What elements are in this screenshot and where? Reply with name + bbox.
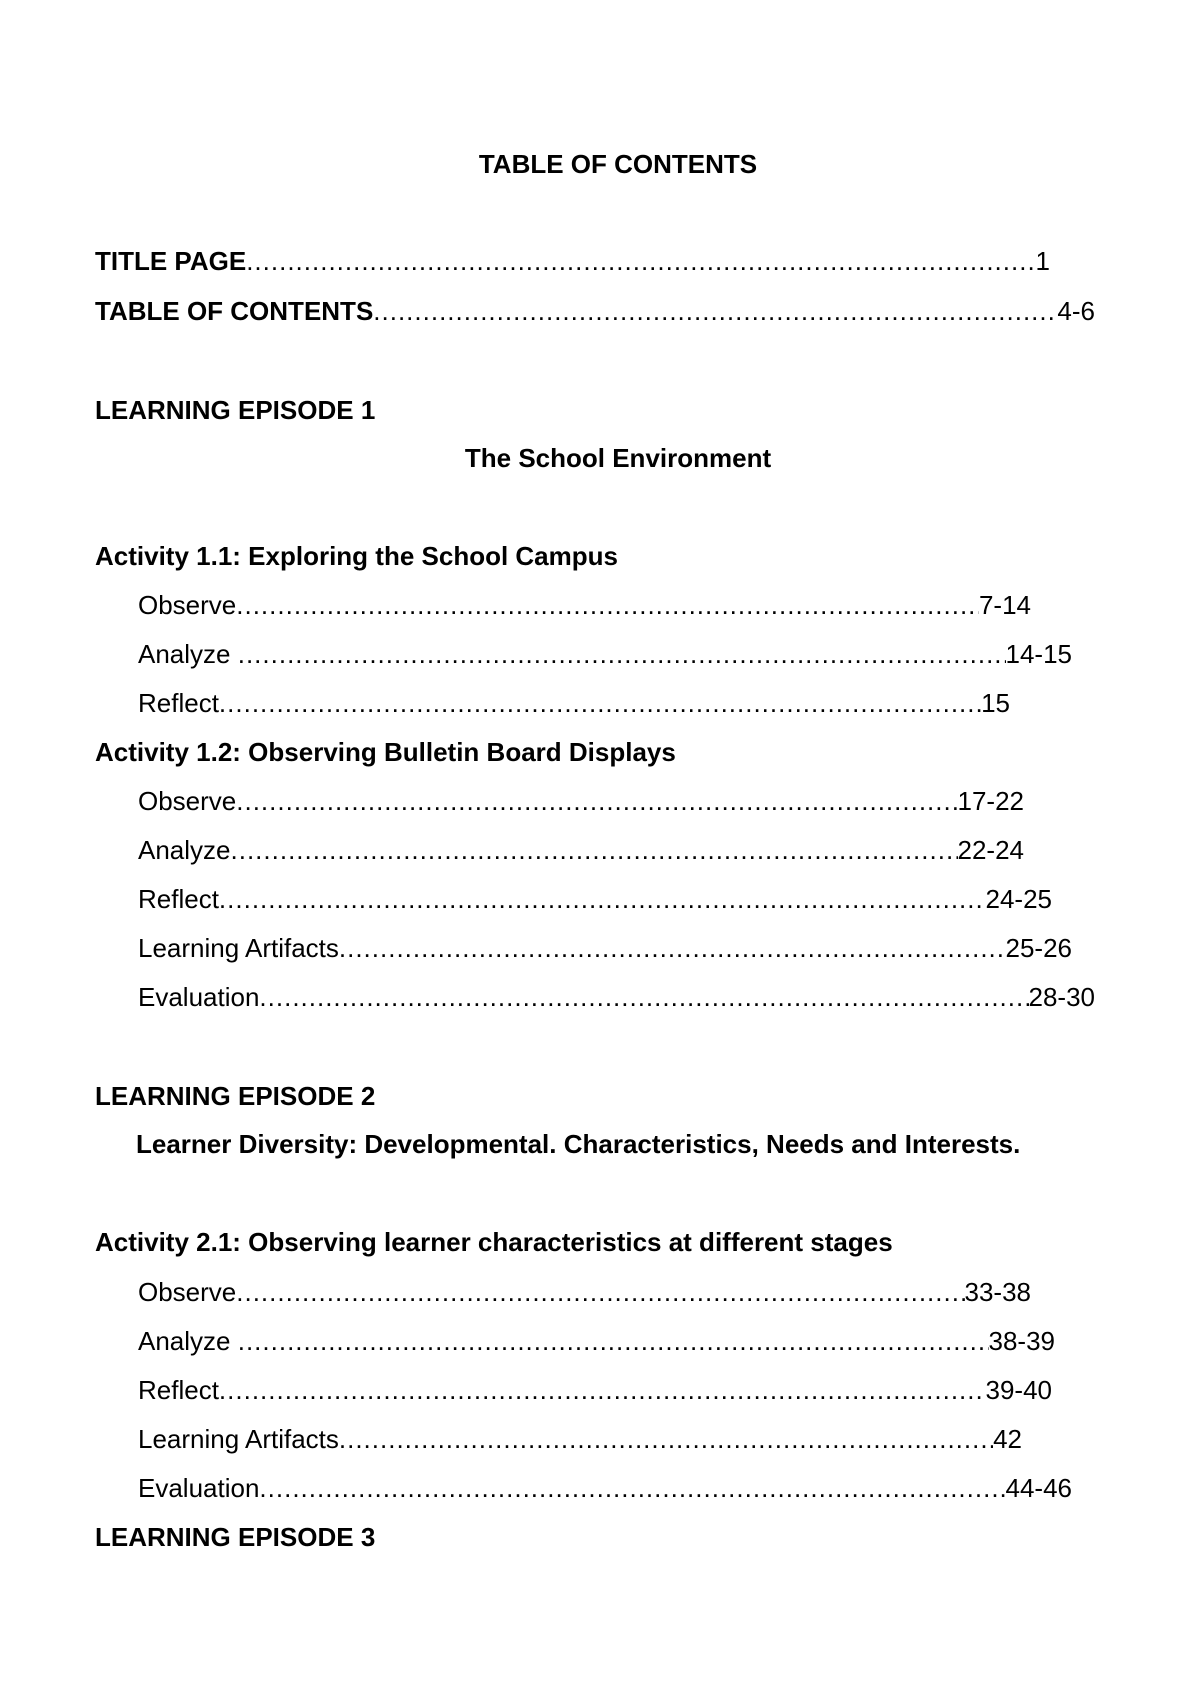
leader-dots — [238, 1326, 989, 1356]
toc-entry-label: Observe — [138, 786, 237, 816]
toc-entry-label: TITLE PAGE — [95, 246, 247, 276]
episode-heading: LEARNING EPISODE 2 — [95, 1081, 376, 1111]
episode-subtitle: The School Environment — [464, 443, 772, 473]
toc-entry-label: TABLE OF CONTENTS — [95, 296, 374, 326]
toc-entry-pages: 15 — [981, 688, 1010, 718]
toc-entry-label: Observe — [138, 590, 237, 620]
toc-entry-label: Analyze — [138, 1326, 238, 1356]
toc-entry-table-of-contents — [95, 296, 1095, 326]
episode-heading: LEARNING EPISODE 3 — [95, 1522, 376, 1552]
leader-dots — [236, 1277, 964, 1307]
toc-entry-pages: 14-15 — [1005, 639, 1072, 669]
episode-heading: LEARNING EPISODE 1 — [95, 395, 376, 425]
toc-entry-pages: 1 — [1035, 246, 1050, 276]
toc-heading: TABLE OF CONTENTS — [478, 149, 758, 179]
activity-title: Activity 2.1: Observing learner characteristics at different stages — [95, 1227, 893, 1257]
toc-entry — [138, 835, 1024, 865]
toc-entry — [138, 1424, 1022, 1454]
leader-dots — [219, 884, 986, 914]
activity-title: Activity 1.1: Exploring the School Campus — [95, 541, 618, 571]
episode-subtitle: Learner Diversity: Developmental. Characteristics, Needs and Interests. — [136, 1129, 1021, 1159]
toc-entry — [138, 786, 1024, 816]
toc-entry-title-page — [95, 246, 1050, 276]
toc-entry — [138, 688, 1010, 718]
toc-entry-pages: 33-38 — [964, 1277, 1031, 1307]
leader-dots — [236, 786, 957, 816]
leader-dots — [246, 246, 1035, 276]
toc-entry-label: Reflect — [138, 688, 219, 718]
toc-entry-label: Evaluation — [138, 1473, 260, 1503]
toc-entry — [138, 884, 1052, 914]
toc-entry — [138, 1473, 1072, 1503]
toc-entry — [138, 933, 1072, 963]
toc-entry — [138, 590, 1031, 620]
toc-entry-pages: 25-26 — [1005, 933, 1072, 963]
toc-entry-pages: 28-30 — [1028, 982, 1095, 1012]
leader-dots — [339, 1424, 993, 1454]
toc-entry-label: Learning Artifacts — [138, 1424, 339, 1454]
toc-entry — [138, 1326, 1055, 1356]
leader-dots — [373, 296, 1057, 326]
toc-entry-label: Learning Artifacts — [138, 933, 339, 963]
toc-entry-pages: 44-46 — [1005, 1473, 1072, 1503]
toc-entry-label: Observe — [138, 1277, 237, 1307]
leader-dots — [339, 933, 1006, 963]
toc-entry-pages: 17-22 — [957, 786, 1024, 816]
toc-entry-label: Evaluation — [138, 982, 260, 1012]
toc-entry-pages: 38-39 — [988, 1326, 1055, 1356]
toc-entry-label: Reflect — [138, 1375, 219, 1405]
activity-title: Activity 1.2: Observing Bulletin Board Displays — [95, 737, 676, 767]
toc-entry-pages: 42 — [993, 1424, 1022, 1454]
toc-entry — [138, 1375, 1052, 1405]
toc-entry-label: Analyze — [138, 835, 231, 865]
leader-dots — [236, 590, 979, 620]
toc-entry-pages: 7-14 — [978, 590, 1031, 620]
leader-dots — [238, 639, 1006, 669]
leader-dots — [219, 688, 981, 718]
leader-dots — [259, 982, 1028, 1012]
toc-entry-pages: 4-6 — [1057, 296, 1095, 326]
toc-entry-pages: 39-40 — [985, 1375, 1052, 1405]
toc-entry — [138, 639, 1072, 669]
leader-dots — [259, 1473, 1005, 1503]
leader-dots — [219, 1375, 986, 1405]
toc-entry-pages: 22-24 — [957, 835, 1024, 865]
leader-dots — [231, 835, 958, 865]
toc-entry — [138, 1277, 1031, 1307]
toc-entry-label: Reflect — [138, 884, 219, 914]
toc-entry — [138, 982, 1095, 1012]
toc-entry-label: Analyze — [138, 639, 238, 669]
toc-entry-pages: 24-25 — [985, 884, 1052, 914]
